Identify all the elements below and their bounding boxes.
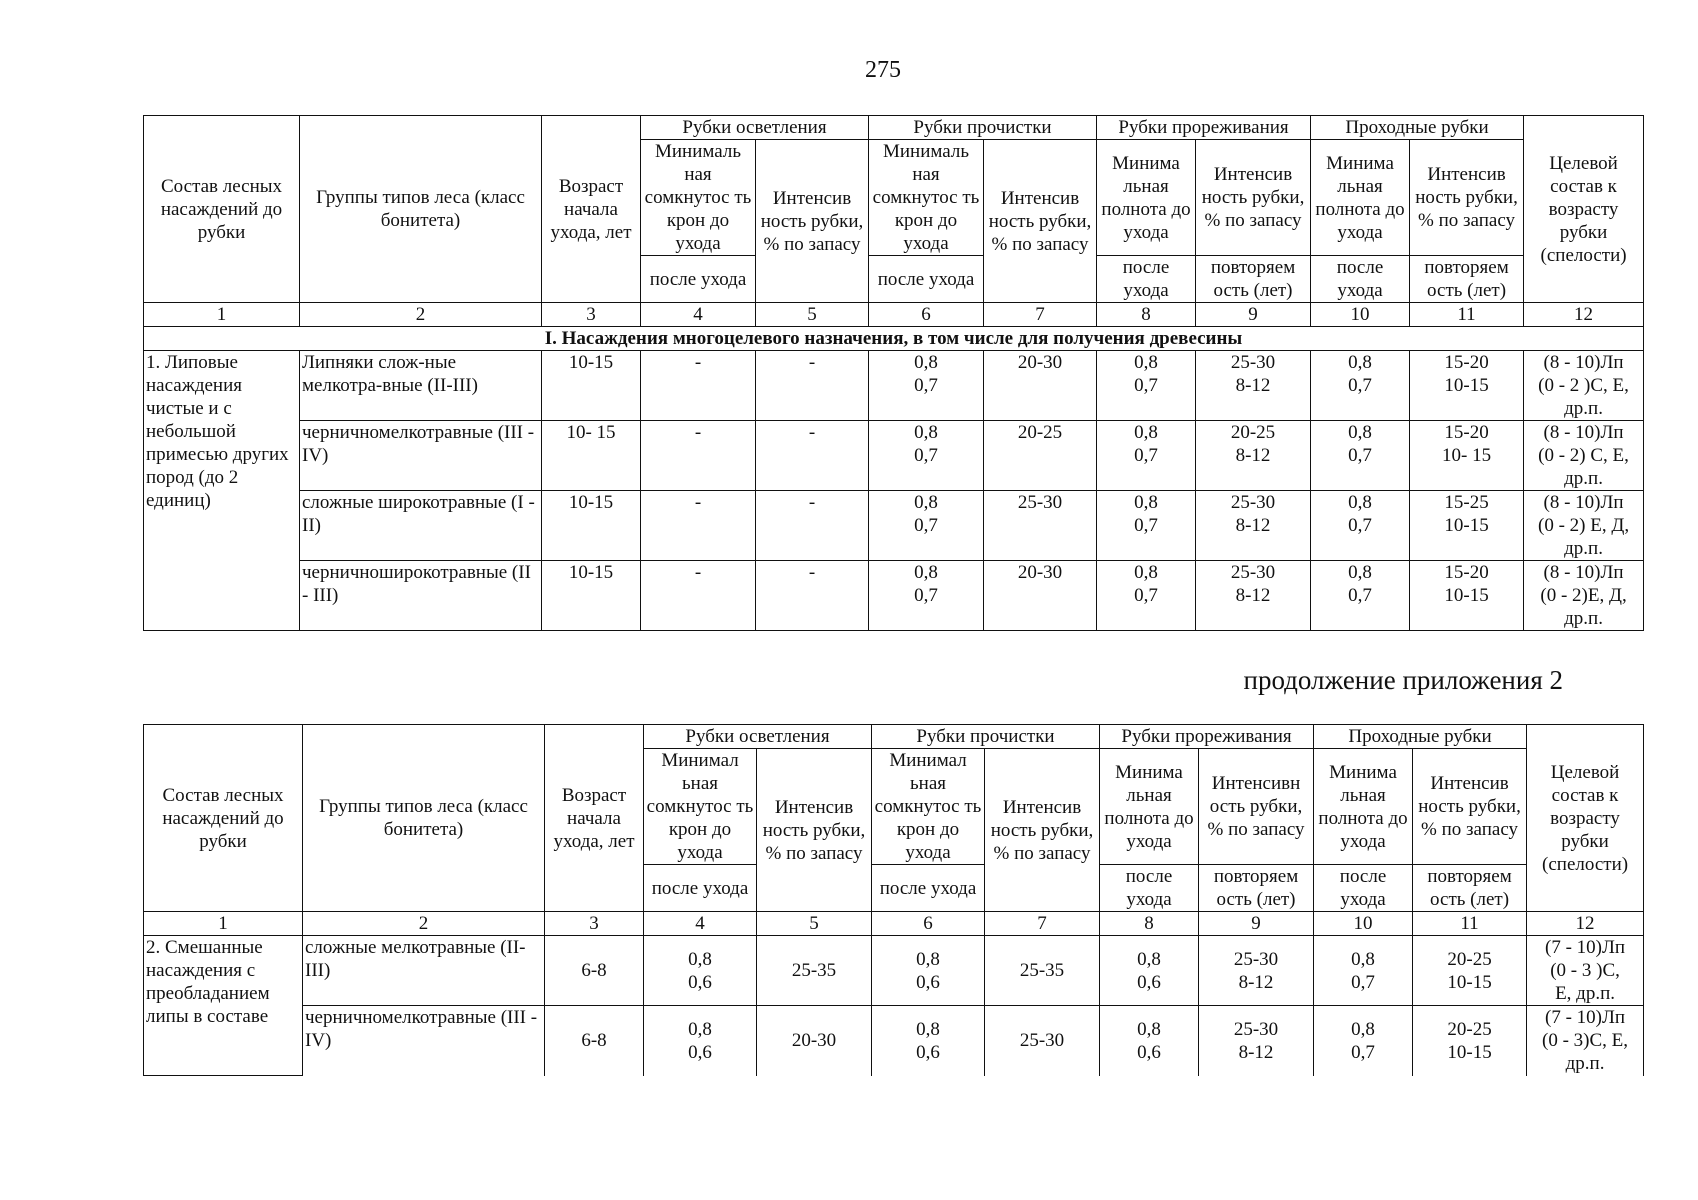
- start-age-cell: 10-15: [542, 491, 641, 561]
- start-age-cell: 6-8: [545, 936, 644, 1006]
- target-composition-cell: (7 - 10)Лп (0 - 3 )С, Е, др.п.: [1527, 936, 1644, 1006]
- table-row: [144, 1006, 1644, 1076]
- column-number: 2: [300, 303, 542, 327]
- header-min-closure: Минималь ная сомкнутос ть крон до ухода: [869, 140, 984, 256]
- table-cell: 0,8 0,7: [1097, 421, 1196, 491]
- start-age-cell: 10- 15: [542, 421, 641, 491]
- target-composition-cell: (8 - 10)Лп (0 - 2) С, Е, др.п.: [1524, 421, 1644, 491]
- table-cell: 0,8 0,7: [1097, 491, 1196, 561]
- column-number: 7: [984, 303, 1097, 327]
- table-cell: 25-30 8-12: [1199, 1006, 1314, 1076]
- table-cell: 20-30: [757, 1006, 872, 1076]
- header-forest-types: Группы типов леса (класс бонитета): [303, 725, 545, 912]
- table-cell: 25-30 8-12: [1199, 936, 1314, 1006]
- table-row: [144, 351, 1644, 421]
- column-number: 8: [1097, 303, 1196, 327]
- target-composition-cell: (8 - 10)Лп (0 - 2)Е, Д, др.п.: [1524, 561, 1644, 631]
- start-age-cell: 6-8: [545, 1006, 644, 1076]
- header-min-closure: Минимал ьная сомкнутос ть крон до ухода: [644, 749, 757, 865]
- column-number: 4: [644, 912, 757, 936]
- header-intensity: Интенсив ность рубки, % по запасу: [757, 749, 872, 912]
- header-min-closure: Минималь ная сомкнутос ть крон до ухода: [641, 140, 756, 256]
- column-number: 10: [1314, 912, 1413, 936]
- header-min-density: Минима льная полнота до ухода: [1311, 140, 1410, 256]
- table-cell: 0,8 0,7: [1311, 491, 1410, 561]
- header-repeatability: повторяем ость (лет): [1410, 256, 1524, 303]
- column-number: 6: [869, 303, 984, 327]
- table-cell: -: [756, 561, 869, 631]
- group-label: 2. Смешанные насаждения с преобладанием липы в составе: [144, 936, 303, 1076]
- table-1: [143, 115, 1644, 631]
- table-cell: 15-20 10- 15: [1410, 421, 1524, 491]
- column-number: 5: [756, 303, 869, 327]
- header-repeatability: повторяем ость (лет): [1199, 865, 1314, 912]
- table-cell: 0,8 0,6: [872, 936, 985, 1006]
- column-number: 12: [1524, 303, 1644, 327]
- forest-type-cell: черничномелкотравные (III - IV): [300, 421, 542, 491]
- header-after-care: после ухода: [872, 865, 985, 912]
- table-cell: -: [756, 351, 869, 421]
- table-cell: 0,8 0,7: [1311, 351, 1410, 421]
- table-cell: 20-25: [984, 421, 1097, 491]
- table-cell: 0,8 0,6: [644, 1006, 757, 1076]
- header-after-care: после ухода: [869, 256, 984, 303]
- header-target-composition: Целевой состав к возрасту рубки (спелости): [1524, 116, 1644, 303]
- header-intensity: Интенсив ность рубки, % по запасу: [984, 140, 1097, 303]
- table-cell: 0,8 0,7: [1314, 1006, 1413, 1076]
- table-cell: 20-25 10-15: [1413, 936, 1527, 1006]
- header-min-density: Минима льная полнота до ухода: [1100, 749, 1199, 865]
- table-cell: 25-30 8-12: [1196, 351, 1311, 421]
- column-number: 5: [757, 912, 872, 936]
- header-group-prorezhivanie: Рубки прореживания: [1100, 725, 1314, 749]
- column-number: 11: [1413, 912, 1527, 936]
- header-start-age: Возраст начала ухода, лет: [545, 725, 644, 912]
- column-number: 2: [303, 912, 545, 936]
- column-number: 11: [1410, 303, 1524, 327]
- table-cell: 15-20 10-15: [1410, 561, 1524, 631]
- column-number: 1: [144, 912, 303, 936]
- column-number: 8: [1100, 912, 1199, 936]
- continuation-label: продолжение приложения 2: [1243, 665, 1563, 695]
- target-composition-cell: (8 - 10)Лп (0 - 2 )С, Е, др.п.: [1524, 351, 1644, 421]
- table-cell: 20-30: [984, 351, 1097, 421]
- header-composition: Состав лесных насаждений до рубки: [144, 725, 303, 912]
- header-after-care: после ухода: [1314, 865, 1413, 912]
- table-cell: 0,8 0,7: [1097, 351, 1196, 421]
- table-cell: 25-30 8-12: [1196, 491, 1311, 561]
- header-intensity: Интенсив ность рубки, % по запасу: [1410, 140, 1524, 256]
- start-age-cell: 10-15: [542, 351, 641, 421]
- header-after-care: после ухода: [1311, 256, 1410, 303]
- table-cell: 0,8 0,7: [1314, 936, 1413, 1006]
- table-cell: 0,8 0,7: [1097, 561, 1196, 631]
- forest-type-cell: черничноширокотравные (II - III): [300, 561, 542, 631]
- table-cell: 0,8 0,6: [872, 1006, 985, 1076]
- table-cell: 0,8 0,7: [869, 491, 984, 561]
- header-after-care: после ухода: [644, 865, 757, 912]
- header-intensity: Интенсив ность рубки, % по запасу: [1196, 140, 1311, 256]
- column-number: 9: [1196, 303, 1311, 327]
- column-numbers-row: [144, 303, 1644, 327]
- column-number: 9: [1199, 912, 1314, 936]
- table-cell: -: [641, 561, 756, 631]
- table-cell: -: [641, 421, 756, 491]
- target-composition-cell: (8 - 10)Лп (0 - 2) Е, Д, др.п.: [1524, 491, 1644, 561]
- table-cell: 0,8 0,7: [869, 561, 984, 631]
- column-number: 3: [542, 303, 641, 327]
- forest-type-cell: сложные широкотравные (I - II): [300, 491, 542, 561]
- table-row: [144, 421, 1644, 491]
- header-composition: Состав лесных насаждений до рубки: [144, 116, 300, 303]
- table-row: [144, 936, 1644, 1006]
- table-cell: 20-30: [984, 561, 1097, 631]
- table-cell: -: [641, 351, 756, 421]
- header-group-prorezhivanie: Рубки прореживания: [1097, 116, 1311, 140]
- table-cell: -: [756, 491, 869, 561]
- header-after-care: после ухода: [1100, 865, 1199, 912]
- table-cell: 0,8 0,6: [1100, 936, 1199, 1006]
- header-intensity: Интенсив ность рубки, % по запасу: [985, 749, 1100, 912]
- table-cell: 25-30: [985, 1006, 1100, 1076]
- header-min-density: Минима льная полнота до ухода: [1097, 140, 1196, 256]
- table-cell: 20-25 8-12: [1196, 421, 1311, 491]
- header-group-osvetlenie: Рубки осветления: [641, 116, 869, 140]
- column-numbers-row: [144, 912, 1644, 936]
- column-number: 10: [1311, 303, 1410, 327]
- table-cell: -: [641, 491, 756, 561]
- column-number: 1: [144, 303, 300, 327]
- table-row: [144, 491, 1644, 561]
- section-title: I. Насаждения многоцелевого назначения, в том числе для получения древесины: [144, 327, 1644, 351]
- header-forest-types: Группы типов леса (класс бонитета): [300, 116, 542, 303]
- header-group-prokhodnye: Проходные рубки: [1311, 116, 1524, 140]
- table-cell: 20-25 10-15: [1413, 1006, 1527, 1076]
- column-number: 7: [985, 912, 1100, 936]
- header-target-composition: Целевой состав к возрасту рубки (спелости): [1527, 725, 1644, 912]
- header-min-density: Минима льная полнота до ухода: [1314, 749, 1413, 865]
- table-cell: 0,8 0,6: [1100, 1006, 1199, 1076]
- table-cell: 0,8 0,7: [1311, 561, 1410, 631]
- header-group-prokhodnye: Проходные рубки: [1314, 725, 1527, 749]
- table-cell: 25-35: [757, 936, 872, 1006]
- page-number: 275: [865, 57, 901, 83]
- column-number: 12: [1527, 912, 1644, 936]
- group-label: 1. Липовые насаждения чистые и с небольшой примесью других пород (до 2 единиц): [144, 351, 300, 631]
- forest-type-cell: черничномелкотравные (III - IV): [303, 1006, 545, 1076]
- table-cell: 25-30: [984, 491, 1097, 561]
- target-composition-cell: (7 - 10)Лп (0 - 3)С, Е, др.п.: [1527, 1006, 1644, 1076]
- table-cell: 25-35: [985, 936, 1100, 1006]
- header-group-prochistka: Рубки прочистки: [872, 725, 1100, 749]
- table-cell: 0,8 0,6: [644, 936, 757, 1006]
- header-repeatability: повторяем ость (лет): [1196, 256, 1311, 303]
- table-cell: 25-30 8-12: [1196, 561, 1311, 631]
- header-after-care: после ухода: [1097, 256, 1196, 303]
- header-min-closure: Минимал ьная сомкнутос ть крон до ухода: [872, 749, 985, 865]
- header-repeatability: повторяем ость (лет): [1413, 865, 1527, 912]
- forest-type-cell: сложные мелкотравные (II-III): [303, 936, 545, 1006]
- header-intensity: Интенсив ность рубки, % по запасу: [756, 140, 869, 303]
- header-group-osvetlenie: Рубки осветления: [644, 725, 872, 749]
- table-cell: 15-20 10-15: [1410, 351, 1524, 421]
- forest-type-cell: Липняки слож-ные мелкотра-вные (II-III): [300, 351, 542, 421]
- table-2: [143, 724, 1644, 1076]
- header-intensity: Интенсивн ость рубки, % по запасу: [1199, 749, 1314, 865]
- table-cell: 0,8 0,7: [1311, 421, 1410, 491]
- header-start-age: Возраст начала ухода, лет: [542, 116, 641, 303]
- start-age-cell: 10-15: [542, 561, 641, 631]
- table-cell: 15-25 10-15: [1410, 491, 1524, 561]
- table-cell: -: [756, 421, 869, 491]
- column-number: 3: [545, 912, 644, 936]
- header-group-prochistka: Рубки прочистки: [869, 116, 1097, 140]
- table-cell: 0,8 0,7: [869, 351, 984, 421]
- column-number: 4: [641, 303, 756, 327]
- column-number: 6: [872, 912, 985, 936]
- table-row: [144, 561, 1644, 631]
- header-intensity: Интенсив ность рубки, % по запасу: [1413, 749, 1527, 865]
- header-after-care: после ухода: [641, 256, 756, 303]
- table-cell: 0,8 0,7: [869, 421, 984, 491]
